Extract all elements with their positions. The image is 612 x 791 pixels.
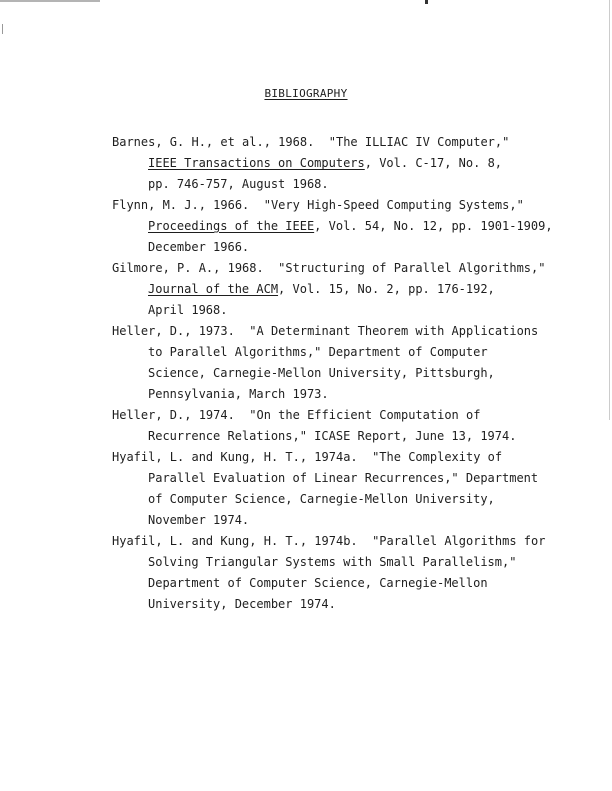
reference-source-title: Journal of the ACM xyxy=(148,282,279,296)
reference-text: , Vol. C-17, No. 8, xyxy=(364,156,503,170)
reference-continuation-line xyxy=(112,573,602,594)
reference-text: Solving Triangular Systems with Small Parallelism," xyxy=(148,555,517,569)
reference-entry xyxy=(112,405,602,447)
reference-first-line xyxy=(112,321,602,342)
reference-source-title: IEEE Transactions on Computers xyxy=(148,156,365,170)
reference-text: pp. 746-757, August 1968. xyxy=(148,177,329,191)
reference-continuation-line xyxy=(112,216,602,237)
reference-text: Heller, D., 1973. "A Determinant Theorem with Applications xyxy=(112,324,539,338)
reference-text: Hyafil, L. and Kung, H. T., 1974a. "The Complexity of xyxy=(112,450,503,464)
reference-entry xyxy=(112,531,602,615)
scan-artifact-line xyxy=(0,0,100,2)
reference-text: Heller, D., 1974. "On the Efficient Computation of xyxy=(112,408,481,422)
reference-continuation-line xyxy=(112,279,602,300)
reference-continuation-line xyxy=(112,300,602,321)
reference-entry xyxy=(112,132,602,195)
reference-continuation-line xyxy=(112,384,602,405)
reference-text: April 1968. xyxy=(148,303,228,317)
reference-continuation-line xyxy=(112,363,602,384)
reference-text: Hyafil, L. and Kung, H. T., 1974b. "Parallel Algorithms for xyxy=(112,534,546,548)
reference-first-line xyxy=(112,195,602,216)
scan-artifact-dot xyxy=(425,0,428,4)
reference-source-title: Proceedings of the IEEE xyxy=(148,219,315,233)
reference-continuation-line xyxy=(112,594,602,615)
reference-text: November 1974. xyxy=(148,513,250,527)
reference-first-line xyxy=(112,258,602,279)
reference-entry xyxy=(112,195,602,258)
reference-text: to Parallel Algorithms," Department of Computer xyxy=(148,345,488,359)
reference-text: December 1966. xyxy=(148,240,250,254)
reference-entry xyxy=(112,258,602,321)
reference-continuation-line xyxy=(112,237,602,258)
reference-continuation-line xyxy=(112,489,602,510)
reference-text: Flynn, M. J., 1966. "Very High-Speed Computing Systems," xyxy=(112,198,524,212)
reference-text: Science, Carnegie-Mellon University, Pittsburgh, xyxy=(148,366,495,380)
reference-text: , Vol. 54, No. 12, pp. 1901-1909, xyxy=(314,219,553,233)
page-title xyxy=(0,87,612,100)
reference-text: Gilmore, P. A., 1968. "Structuring of Parallel Algorithms," xyxy=(112,261,546,275)
reference-first-line xyxy=(112,531,602,552)
reference-continuation-line xyxy=(112,174,602,195)
scan-artifact-edge xyxy=(609,0,610,420)
page-title-text: BIBLIOGRAPHY xyxy=(264,87,348,100)
reference-text: Recurrence Relations," ICASE Report, June 13, 1974. xyxy=(148,429,517,443)
reference-text: Parallel Evaluation of Linear Recurrences," Department xyxy=(148,471,539,485)
reference-entry xyxy=(112,447,602,531)
reference-continuation-line xyxy=(112,342,602,363)
reference-continuation-line xyxy=(112,552,602,573)
reference-text: Department of Computer Science, Carnegie-Mellon xyxy=(148,576,488,590)
reference-continuation-line xyxy=(112,510,602,531)
reference-first-line xyxy=(112,132,602,153)
reference-list xyxy=(112,132,602,615)
reference-first-line xyxy=(112,447,602,468)
reference-text: of Computer Science, Carnegie-Mellon University, xyxy=(148,492,495,506)
reference-first-line xyxy=(112,405,602,426)
reference-text: University, December 1974. xyxy=(148,597,336,611)
scan-artifact-tick xyxy=(2,24,3,34)
reference-text: , Vol. 15, No. 2, pp. 176-192, xyxy=(278,282,495,296)
reference-continuation-line xyxy=(112,468,602,489)
reference-entry xyxy=(112,321,602,405)
reference-continuation-line xyxy=(112,426,602,447)
reference-text: Pennsylvania, March 1973. xyxy=(148,387,329,401)
reference-continuation-line xyxy=(112,153,602,174)
reference-text: Barnes, G. H., et al., 1968. "The ILLIAC IV Computer," xyxy=(112,135,510,149)
